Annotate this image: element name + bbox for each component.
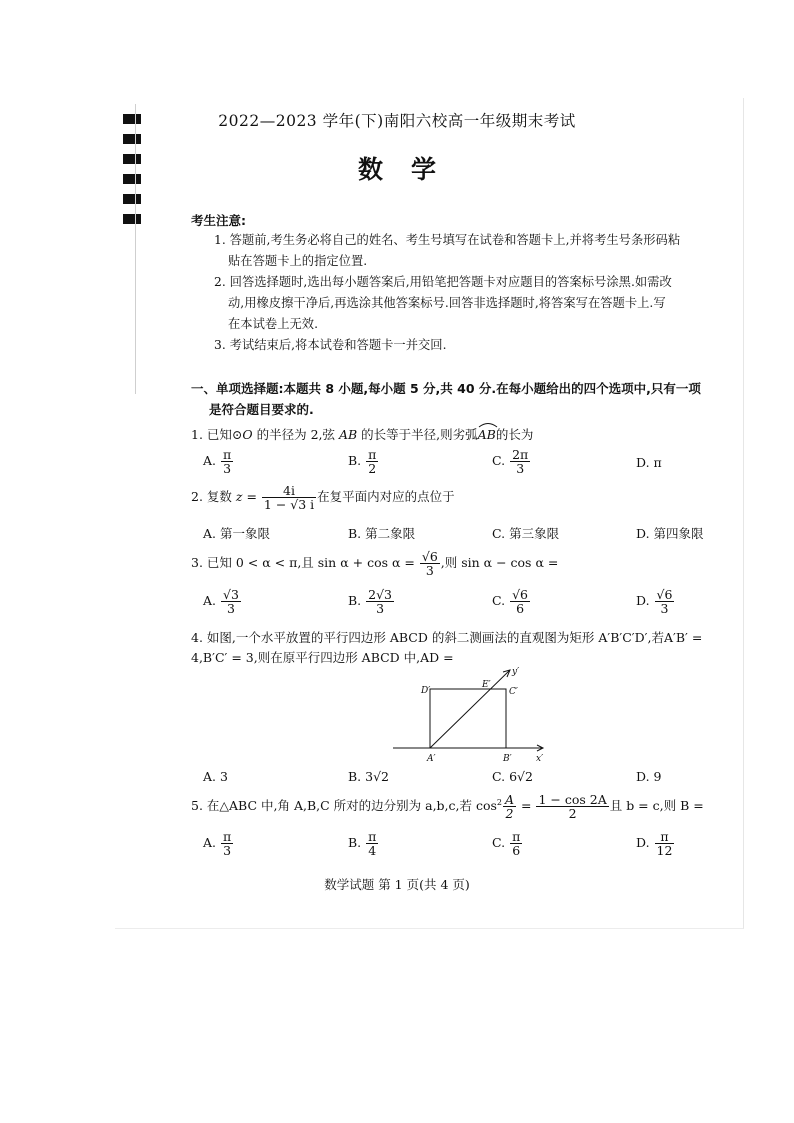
notice-line: 在本试卷上无效. xyxy=(228,317,318,331)
option-letter: B. xyxy=(348,593,366,609)
q3-text: 3. 已知 0 < α < π,且 sin α + cos α = xyxy=(191,555,419,571)
frac-den: 3 xyxy=(226,601,235,617)
option-letter: A. xyxy=(203,835,220,851)
label-c: C′ xyxy=(509,687,518,697)
q1-option-c[interactable] xyxy=(492,448,531,475)
question-5 xyxy=(191,793,704,820)
option-fraction xyxy=(655,588,675,615)
page-footer: 数学试题 第 1 页(共 4 页) xyxy=(324,877,470,892)
frac-den: 1 − √3 i xyxy=(263,497,315,513)
option-fraction xyxy=(221,588,241,615)
notice-line: 1. 答题前,考生务必将自己的姓名、考生号填写在试卷和答题卡上,并将考生号条形码粘 xyxy=(214,233,681,247)
option-letter: B. xyxy=(348,835,366,851)
section-line: 是符合题目要求的. xyxy=(209,402,314,417)
binding-mark xyxy=(123,134,141,144)
option-fraction xyxy=(655,830,675,857)
q2-var: z xyxy=(235,489,243,505)
frac-num: 1 − cos 2A xyxy=(538,792,607,807)
label-y: y′ xyxy=(512,667,520,677)
label-a: A′ xyxy=(427,754,436,764)
option-text: π xyxy=(653,455,662,470)
frac-num: π xyxy=(368,447,377,462)
option-fraction xyxy=(221,830,233,857)
option-letter: D. xyxy=(636,593,654,609)
q2-text: = xyxy=(242,489,261,505)
notice-line: 动,用橡皮擦干净后,再选涂其他答案标号.回答非选择题时,将答案写在答题卡上.写 xyxy=(228,296,666,310)
binding-mark xyxy=(123,194,141,204)
q5-text: = xyxy=(517,798,536,814)
frac-num: 2π xyxy=(512,447,529,462)
q2-option-a[interactable]: A. 第一象限 xyxy=(203,526,270,541)
option-letter: C. xyxy=(492,453,510,469)
frac-den: 3 xyxy=(425,563,434,579)
option-letter: D. xyxy=(636,835,654,851)
q1-circle-name: O xyxy=(242,427,253,442)
frac-den: 3 xyxy=(660,601,669,617)
frac-num: π xyxy=(368,829,377,844)
question-4-line1: 4. 如图,一个水平放置的平行四边形 ABCD 的斜二测画法的直观图为矩形 A′B′C′D′,若A′B′ = xyxy=(191,630,703,645)
q2-option-c[interactable]: C. 第三象限 xyxy=(492,526,560,541)
q1-option-d[interactable] xyxy=(636,455,662,470)
q5-text: 5. 在△ABC 中,角 A,B,C 所对的边分别为 a,b,c,若 cos xyxy=(191,798,497,814)
q5-option-a[interactable] xyxy=(203,830,234,857)
frac-num: π xyxy=(222,829,232,844)
q2-fraction xyxy=(262,484,316,511)
notice-line: 2. 回答选择题时,选出每小题答案后,用铅笔把答题卡对应题目的答案标号涂黑.如需改 xyxy=(214,275,672,289)
exam-title: 2022—2023 学年(下)南阳六校高一年级期末考试 xyxy=(218,112,576,130)
frac-num: 2√3 xyxy=(368,587,393,602)
frac-den: 6 xyxy=(516,601,525,617)
option-letter: B. xyxy=(348,453,366,469)
frac-num: √6 xyxy=(512,587,528,602)
option-fraction xyxy=(510,588,530,615)
q1-option-b[interactable] xyxy=(348,448,379,475)
option-fraction xyxy=(510,448,530,475)
q2-text: 2. 复数 xyxy=(191,489,236,505)
q4-option-a[interactable]: A. 3 xyxy=(203,769,228,784)
notice-line: 贴在答题卡上的指定位置. xyxy=(228,254,368,268)
q4-option-c[interactable]: C. 6√2 xyxy=(492,769,533,784)
q2-text: 在复平面内对应的点位于 xyxy=(317,489,455,505)
question-2 xyxy=(191,484,455,511)
option-letter: C. xyxy=(492,593,510,609)
section-line: 一、单项选择题:本题共 8 小题,每小题 5 分,共 40 分.在每小题给出的四个选项中,只有一项 xyxy=(191,381,701,396)
y-axis xyxy=(430,670,510,748)
frac-num: 4i xyxy=(262,484,316,498)
frac-den: 3 xyxy=(223,461,232,477)
rectangle-abcd xyxy=(430,689,506,748)
q1-text: 1. 已知⊙ xyxy=(191,427,243,442)
option-letter: A. xyxy=(203,453,220,469)
option-letter: D. xyxy=(636,455,654,470)
q3-fraction xyxy=(420,550,440,577)
frac-den: 2 xyxy=(368,461,377,477)
frac-den: 6 xyxy=(512,843,521,859)
option-letter: A. xyxy=(203,593,220,609)
q5-text: 且 b = c,则 B = xyxy=(609,798,704,814)
q5-fraction-1 xyxy=(503,793,516,820)
option-fraction xyxy=(510,830,522,857)
q2-option-b[interactable]: B. 第二象限 xyxy=(348,526,416,541)
q1-chord: AB xyxy=(338,427,358,442)
q3-option-b[interactable] xyxy=(348,588,395,615)
question-1 xyxy=(191,425,533,443)
subject-title: 数学 xyxy=(357,155,464,184)
q5-option-d[interactable] xyxy=(636,830,675,857)
label-e: E′ xyxy=(482,680,491,690)
option-fraction xyxy=(366,830,378,857)
binding-line xyxy=(135,104,136,394)
binding-mark xyxy=(123,214,141,224)
frac-num: √6 xyxy=(656,587,673,602)
q4-figure xyxy=(385,662,550,767)
q1-arc-label: AB xyxy=(477,427,496,442)
q3-text: ,则 sin α − cos α = xyxy=(440,555,559,571)
frac-den: 2 xyxy=(568,806,577,822)
q5-option-b[interactable] xyxy=(348,830,379,857)
q3-option-a[interactable] xyxy=(203,588,242,615)
q1-text: 的半径为 2,弦 xyxy=(252,427,339,442)
frac-num: π xyxy=(222,447,232,462)
q3-option-c[interactable] xyxy=(492,588,531,615)
frac-den: 2 xyxy=(505,806,514,822)
q4-option-d[interactable]: D. 9 xyxy=(636,769,662,784)
frac-den: 3 xyxy=(223,843,232,859)
label-b: B′ xyxy=(503,754,512,764)
label-x: x′ xyxy=(536,754,544,764)
frac-den: 3 xyxy=(376,601,385,617)
option-letter: C. xyxy=(492,835,510,851)
frac-den: 4 xyxy=(368,843,377,859)
frac-num: π xyxy=(512,829,521,844)
q4-option-b[interactable]: B. 3√2 xyxy=(348,769,390,784)
frac-num: √3 xyxy=(222,587,239,602)
question-3 xyxy=(191,550,558,577)
q5-fraction-2 xyxy=(536,793,608,820)
section-heading xyxy=(191,378,701,420)
option-fraction xyxy=(221,448,233,475)
frac-den: 3 xyxy=(516,461,525,477)
q1-text: 的长等于半径,则劣弧 xyxy=(357,427,478,442)
notice-line: 3. 考试结束后,将本试卷和答题卡一并交回. xyxy=(214,338,447,352)
frac-num: π xyxy=(655,830,675,844)
frac-num: √6 xyxy=(421,549,438,564)
q5-option-c[interactable] xyxy=(492,830,523,857)
label-d: D′ xyxy=(421,686,431,696)
q1-text: 的长为 xyxy=(495,427,534,442)
q3-option-d[interactable] xyxy=(636,588,675,615)
q1-option-a[interactable] xyxy=(203,448,234,475)
notice-heading: 考生注意: xyxy=(191,213,246,228)
frac-num: A xyxy=(505,792,515,807)
option-fraction xyxy=(366,448,378,475)
option-fraction xyxy=(366,588,394,615)
q1-arc xyxy=(478,427,496,442)
question-4-line2: 4,B′C′ = 3,则在原平行四边形 ABCD 中,AD = xyxy=(191,650,454,665)
q2-option-d[interactable]: D. 第四象限 xyxy=(636,526,704,541)
arc-symbol-icon xyxy=(478,422,498,428)
q5-exponent: 2 xyxy=(496,797,502,807)
frac-den: 12 xyxy=(656,843,673,859)
